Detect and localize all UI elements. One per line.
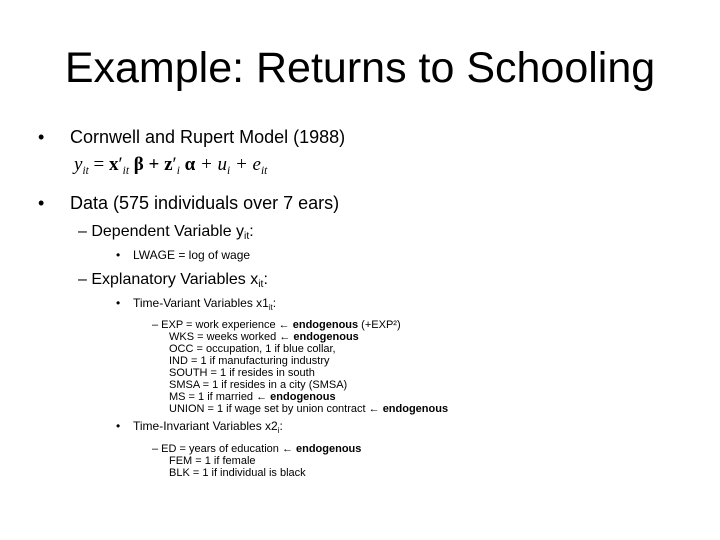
tv-sub: it [268,303,273,312]
bullet-dot: • [116,419,121,433]
ms-text: MS = 1 if married [169,391,257,403]
ms-item [169,391,336,403]
formula-eq: = [88,154,109,175]
ind-item: IND = 1 if manufacturing industry [169,355,330,367]
exp-endogenous: endogenous [292,319,359,331]
bullet-dot: • [116,248,121,262]
expl-sub: it [258,279,264,290]
exp-item [152,319,401,331]
formula-z: z [164,154,173,175]
exp-squared: (+EXP²) [358,319,401,331]
formula-beta: β + [129,154,165,175]
bullet-dot: • [38,127,45,147]
time-variant-heading [133,296,276,315]
wks-item [169,331,359,343]
ti-label: Time-Invariant Variables x2 [133,419,278,433]
blk-item: BLK = 1 if individual is black [169,467,306,479]
formula-y: y [74,154,83,175]
formula-u-sub: i [227,165,231,177]
explanatory-variables-heading [78,270,268,295]
expl-colon: : [263,271,268,288]
bullet-model: Cornwell and Rupert Model (1988) [70,127,346,147]
formula-u: + u [195,154,228,175]
formula-e: + e [230,154,261,175]
formula-z-prime: ′ [172,154,177,175]
ti-colon: : [279,419,283,433]
dep-sub: it [244,231,250,242]
formula-e-sub: it [260,165,268,177]
wks-text: WKS = weeks worked [169,331,280,343]
bullet-dot: • [38,193,45,213]
model-formula [74,153,267,183]
dep-label: – Dependent Variable y [78,223,245,240]
fem-item: FEM = 1 if female [169,455,256,467]
formula-x-prime: ′ [118,154,123,175]
formula-alpha: α [179,154,196,175]
time-invariant-heading [133,419,283,438]
union-item [169,403,448,415]
formula-x-sub: it [122,165,129,177]
left-arrow-icon: ← [278,319,290,331]
expl-label: – Explanatory Variables x [78,271,259,288]
wks-endogenous: endogenous [293,331,359,343]
union-endogenous: endogenous [382,403,449,415]
exp-text: – EXP = work experience [152,319,279,331]
ti-sub: i [277,426,280,435]
union-text: UNION = 1 if wage set by union contract [169,403,369,415]
bullet-data: Data (575 individuals over 7 ears) [70,193,340,213]
tv-colon: : [272,296,277,310]
tv-label: Time-Variant Variables x1 [133,296,269,310]
ed-endogenous: endogenous [296,443,362,455]
occ-item: OCC = occupation, 1 if blue collar, [169,343,336,355]
ed-text: – ED = years of education [152,443,282,455]
south-item: SOUTH = 1 if resides in south [169,367,315,379]
left-arrow-icon: ← [368,403,380,415]
formula-y-sub: it [82,165,89,177]
ms-endogenous: endogenous [270,391,336,403]
left-arrow-icon: ← [281,443,293,455]
dep-colon: : [249,223,254,240]
left-arrow-icon: ← [256,391,268,403]
ed-item [152,443,361,455]
slide-title: Example: Returns to Schooling [64,44,656,92]
smsa-item: SMSA = 1 if resides in a city (SMSA) [169,379,348,391]
left-arrow-icon: ← [279,331,291,343]
formula-x: x [109,154,119,175]
formula-z-sub: i [176,165,180,177]
bullet-dot: • [116,296,121,310]
dependent-variable-heading [78,222,254,247]
lwage-item: LWAGE = log of wage [133,248,251,262]
